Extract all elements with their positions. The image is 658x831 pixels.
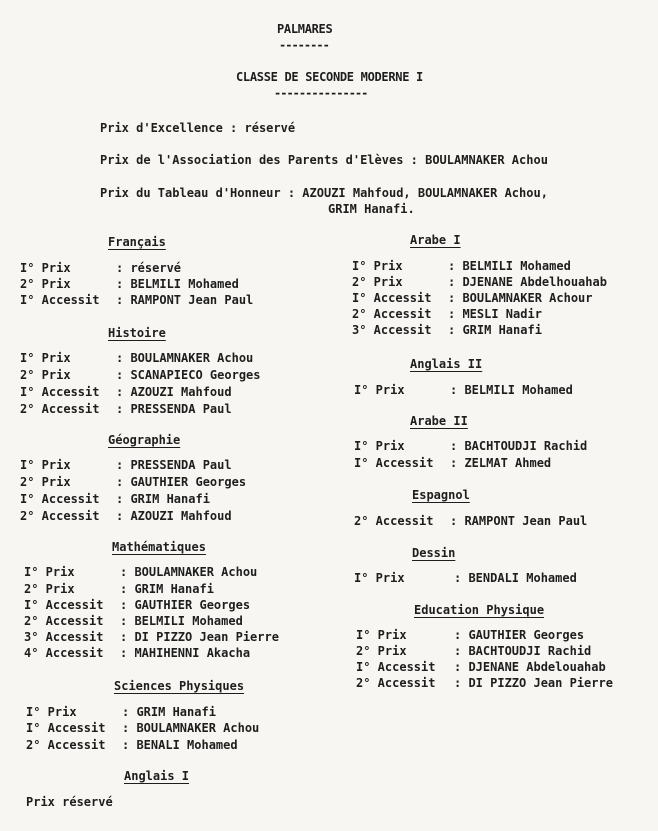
rank: I° Accessit — [20, 293, 100, 307]
rank: 2° Accessit — [24, 614, 104, 628]
rank: 2° Accessit — [20, 509, 100, 523]
rank: I° Prix — [354, 439, 405, 453]
name: : AZOUZI Mahfoud — [116, 385, 232, 399]
rank: I° Accessit — [20, 385, 100, 399]
name: : MAHIHENNI Akacha — [120, 646, 251, 660]
name: : réservé — [116, 261, 182, 275]
name: : DI PIZZO Jean Pierre — [120, 630, 279, 644]
name: : SCANAPIECO Georges — [116, 368, 261, 382]
name: : DJENANE Abdelouahab — [454, 660, 606, 674]
rank: 2° Accessit — [354, 514, 434, 528]
name: : GAUTHIER Georges — [120, 598, 251, 612]
rank: I° Prix — [20, 458, 71, 472]
anglais-1-prize: Prix réservé — [26, 795, 113, 809]
rank: 2° Prix — [20, 475, 71, 489]
prize-tableau-honneur: Prix du Tableau d'Honneur : AZOUZI Mahfoud, BOULAMNAKER Achou, — [100, 186, 548, 200]
name: : BOULAMNAKER Achou — [116, 351, 254, 365]
rank: I° Prix — [20, 261, 71, 275]
section-title-anglais-1: Anglais I — [124, 769, 190, 783]
document-title: PALMARES — [277, 22, 333, 36]
rank: 4° Accessit — [24, 646, 104, 660]
name: : BOULAMNAKER Achou — [120, 565, 258, 579]
rank: I° Accessit — [352, 291, 432, 305]
prize-excellence: Prix d'Excellence : réservé — [100, 121, 296, 135]
name: : BELMILI Mohamed — [450, 383, 573, 397]
rank: 3° Accessit — [24, 630, 104, 644]
rank: 3° Accessit — [352, 323, 432, 337]
name: : PRESSENDA Paul — [116, 458, 232, 472]
name: : AZOUZI Mahfoud — [116, 509, 232, 523]
rank: I° Prix — [20, 351, 71, 365]
section-title-espagnol: Espagnol — [412, 488, 470, 502]
name: : GAUTHIER Georges — [116, 475, 247, 489]
rank: I° Accessit — [20, 492, 100, 506]
prize-tableau-honneur-cont: GRIM Hanafi. — [328, 202, 415, 216]
name: : BELMILI Mohamed — [448, 259, 571, 273]
name: : RAMPONT Jean Paul — [116, 293, 254, 307]
rank: I° Accessit — [354, 456, 434, 470]
name: : BOULAMNAKER Achou — [122, 721, 260, 735]
name: : GAUTHIER Georges — [454, 628, 585, 642]
prize-parents-association: Prix de l'Association des Parents d'Elèves : BOULAMNAKER Achou — [100, 153, 548, 167]
section-title-anglais-2: Anglais II — [410, 357, 483, 371]
name: : BACHTOUDJI Rachid — [450, 439, 588, 453]
section-title-sciences-physiques: Sciences Physiques — [114, 679, 245, 693]
section-title-arabe-1: Arabe I — [410, 233, 461, 247]
name: : DI PIZZO Jean Pierre — [454, 676, 613, 690]
name: : DJENANE Abdelhouahab — [448, 275, 607, 289]
section-title-education-physique: Education Physique — [414, 603, 545, 617]
name: : ZELMAT Ahmed — [450, 456, 552, 470]
rank: I° Prix — [354, 571, 405, 585]
rank: I° Prix — [24, 565, 75, 579]
name: : BOULAMNAKER Achour — [448, 291, 593, 305]
rank: 2° Prix — [20, 368, 71, 382]
rank: 2° Accessit — [352, 307, 432, 321]
name: : MESLI Nadir — [448, 307, 542, 321]
rank: 2° Accessit — [356, 676, 436, 690]
rank: I° Prix — [354, 383, 405, 397]
name: : RAMPONT Jean Paul — [450, 514, 588, 528]
section-title-histoire: Histoire — [108, 326, 166, 340]
rank: 2° Accessit — [26, 738, 106, 752]
class-title-rule: --------------- — [274, 86, 368, 100]
rank: I° Accessit — [26, 721, 106, 735]
name: : BACHTOUDJI Rachid — [454, 644, 592, 658]
rank: 2° Accessit — [20, 402, 100, 416]
rank: I° Prix — [352, 259, 403, 273]
name: : PRESSENDA Paul — [116, 402, 232, 416]
name: : GRIM Hanafi — [448, 323, 542, 337]
section-title-dessin: Dessin — [412, 546, 456, 560]
name: : BENALI Mohamed — [122, 738, 238, 752]
title-rule: -------- — [279, 38, 329, 52]
section-title-francais: Français — [108, 235, 166, 249]
name: : GRIM Hanafi — [120, 582, 214, 596]
rank: 2° Prix — [352, 275, 403, 289]
name: : BELMILI Mohamed — [120, 614, 243, 628]
rank: I° Prix — [26, 705, 77, 719]
name: : GRIM Hanafi — [116, 492, 210, 506]
section-title-mathematiques: Mathématiques — [112, 540, 206, 554]
name: : GRIM Hanafi — [122, 705, 216, 719]
rank: 2° Prix — [20, 277, 71, 291]
rank: I° Prix — [356, 628, 407, 642]
rank: 2° Prix — [356, 644, 407, 658]
rank: I° Accessit — [24, 598, 104, 612]
class-title: CLASSE DE SECONDE MODERNE I — [236, 70, 423, 84]
rank: 2° Prix — [24, 582, 75, 596]
section-title-arabe-2: Arabe II — [410, 414, 468, 428]
name: : BELMILI Mohamed — [116, 277, 239, 291]
rank: I° Accessit — [356, 660, 436, 674]
section-title-geographie: Géographie — [108, 433, 181, 447]
name: : BENDALI Mohamed — [454, 571, 577, 585]
